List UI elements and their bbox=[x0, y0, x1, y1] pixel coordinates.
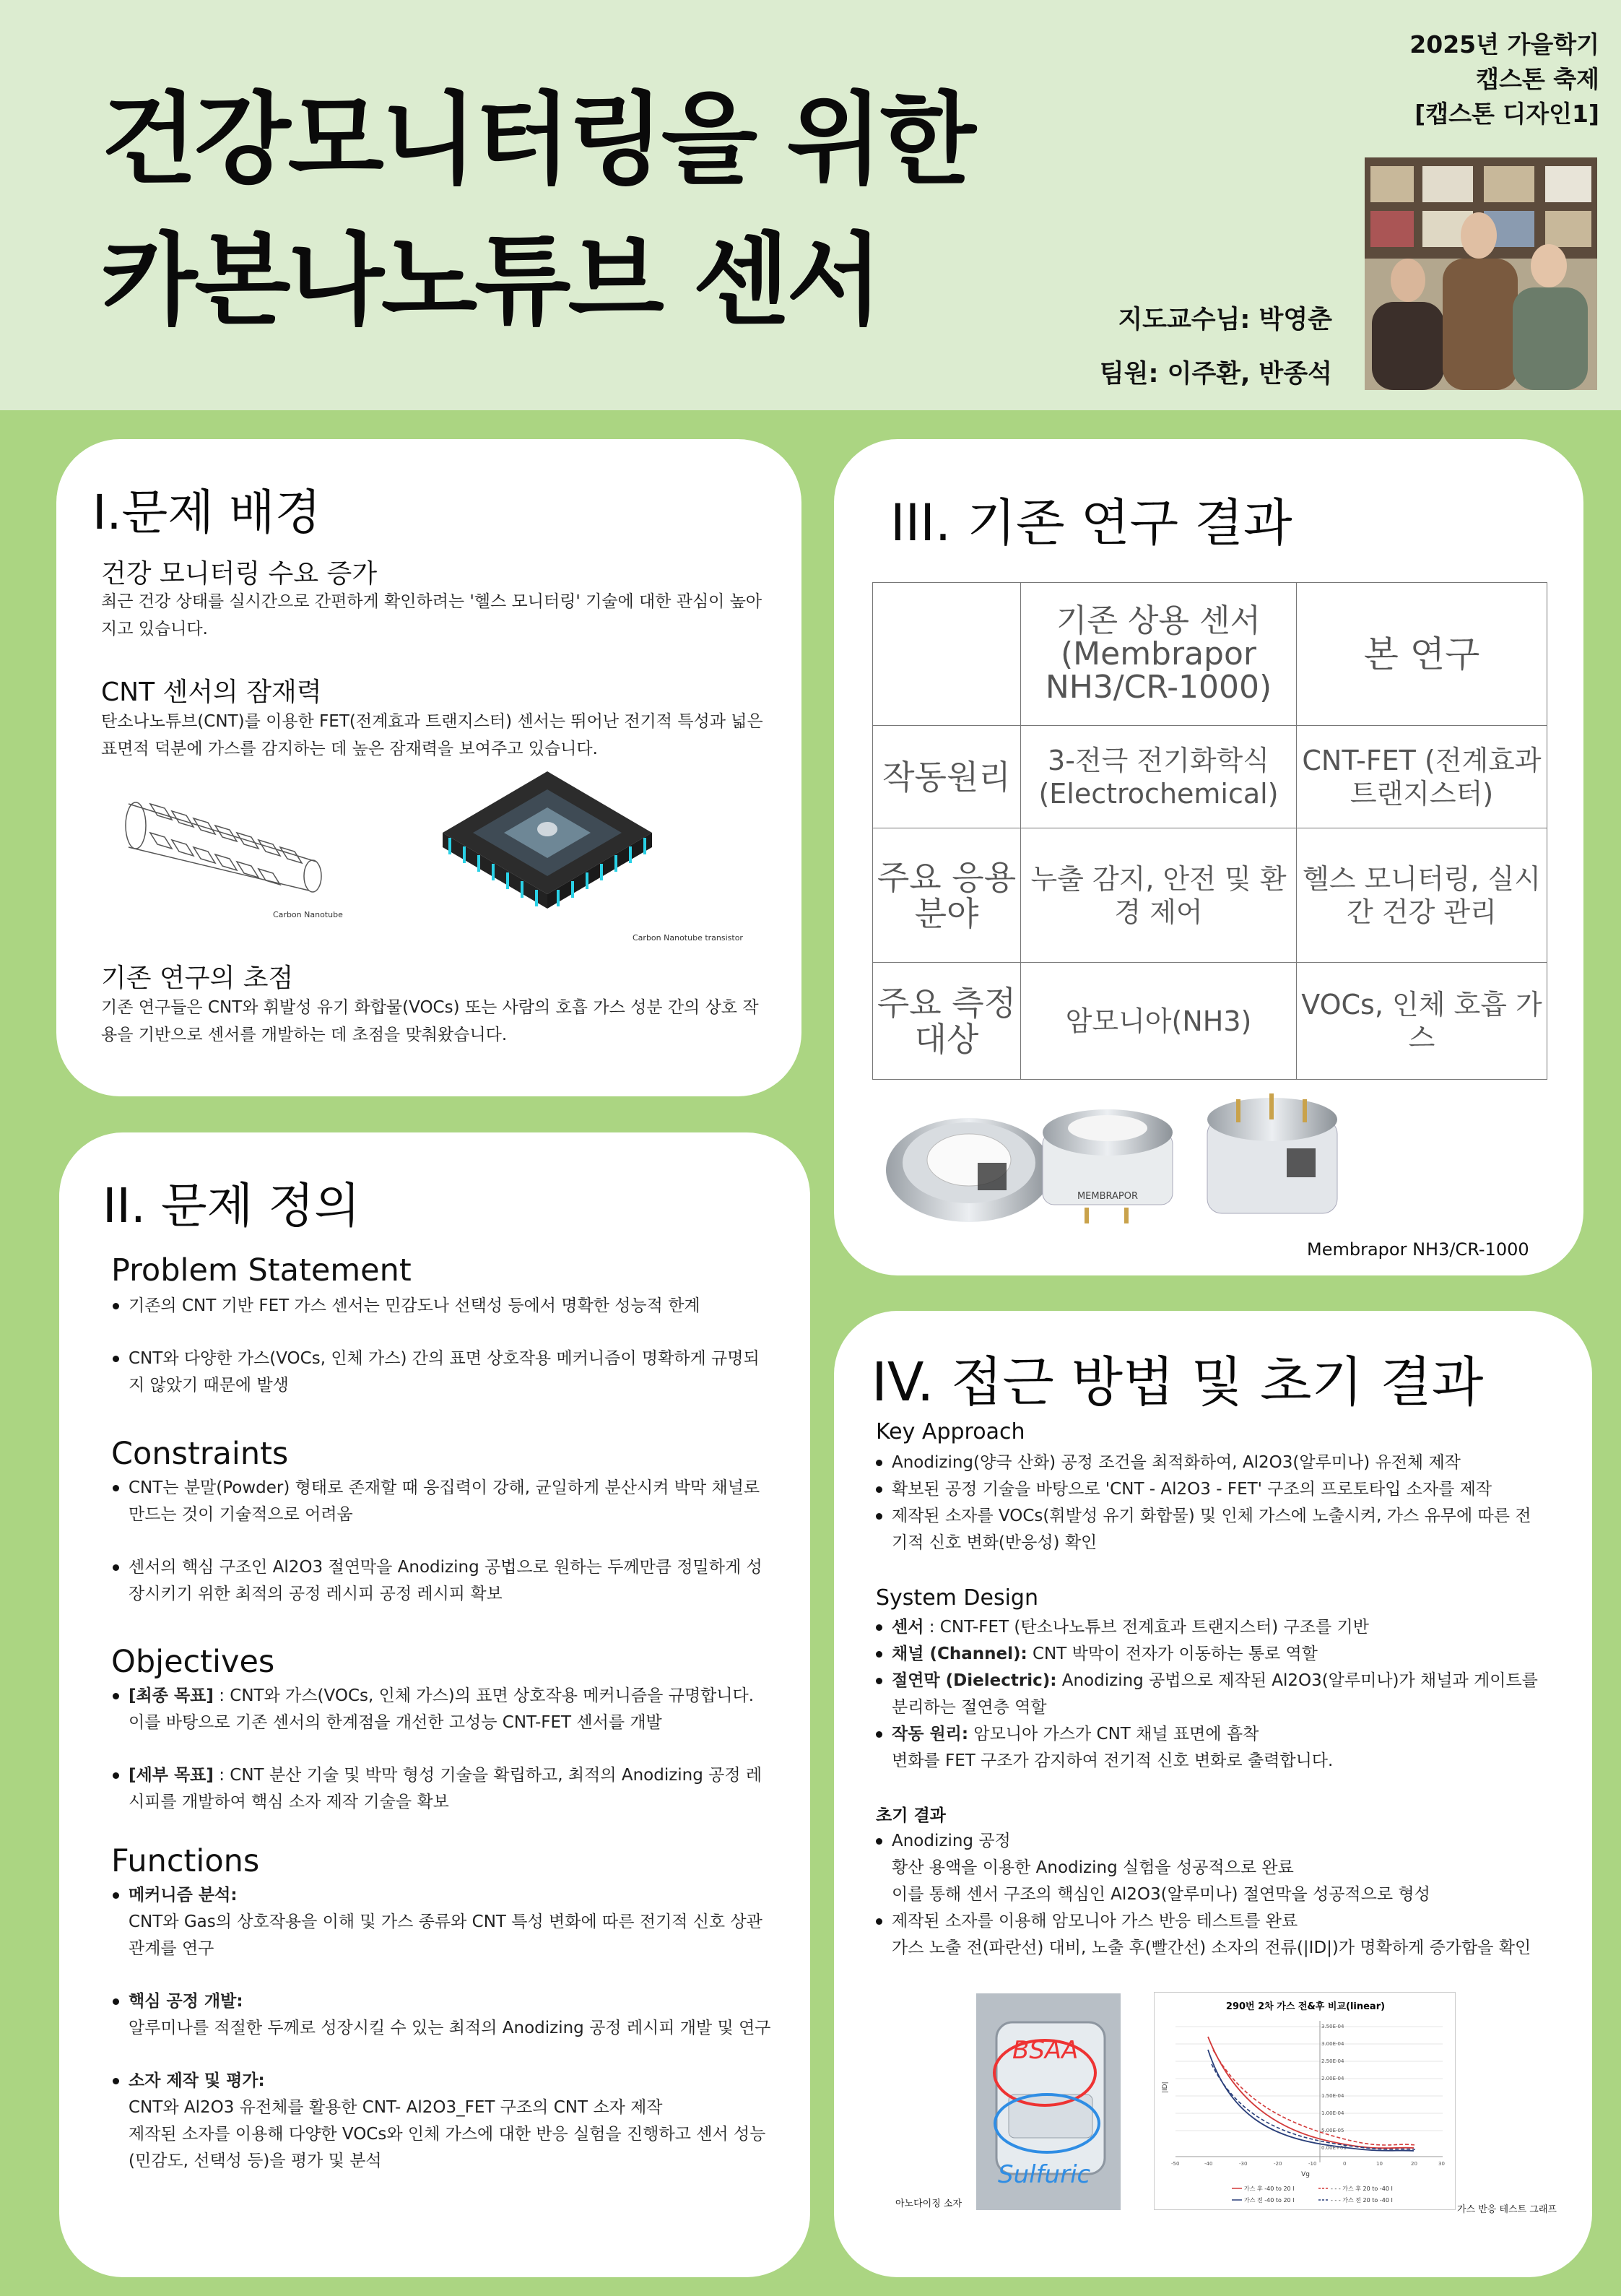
poster-header bbox=[0, 0, 1621, 410]
svg-text:-50: -50 bbox=[1171, 2161, 1180, 2167]
table-cell: VOCs, 인체 호흡 가스 bbox=[1297, 963, 1547, 1080]
design-text: 암모니아 가스가 CNT 채널 표면에 흡착 변화를 FET 구조가 감지하여 전기적 신호 변화로 출력합니다. bbox=[892, 1725, 1334, 1770]
block-heading: CNT 센서의 잠재력 bbox=[101, 677, 322, 707]
function-text: CNT와 Gas의 상호작용을 이해 및 가스 종류와 CNT 특성 변화에 따른 전기적 신호 상관관계를 연구 bbox=[129, 1912, 762, 1958]
svg-text:0.00E+00: 0.00E+00 bbox=[1321, 2145, 1347, 2151]
design-label: 센서 bbox=[892, 1618, 924, 1637]
event-course: [캡스톤 디자인1] bbox=[1414, 100, 1599, 128]
poster-title-line1: 건강모니터링을 위한 bbox=[101, 82, 973, 198]
objective-text: : CNT와 가스(VOCs, 인체 가스)의 표면 상호작용 메커니즘을 규명합니다. 이를 바탕으로 기존 센서의 한계점을 개선한 고성능 CNT-FET 센서를 개발 bbox=[129, 1686, 755, 1732]
team-photo bbox=[1365, 157, 1597, 390]
cnt-transistor-image bbox=[435, 764, 659, 916]
block-text: 기존 연구들은 CNT와 휘발성 유기 화합물(VOCs) 또는 사람의 호흡 가스 성분 간의 상호 작용을 기반으로 센서를 개발하는 데 초점을 맞춰왔습니다. bbox=[101, 998, 759, 1044]
problem-statement-list bbox=[110, 1293, 774, 1399]
list-item bbox=[873, 1721, 1544, 1775]
section-title: I.문제 배경 bbox=[92, 485, 321, 540]
list-item: Anodizing(양극 산화) 공정 조건을 최적화하여, Al2O3(알루미나) 유전체 제작 bbox=[873, 1450, 1544, 1476]
design-text: : CNT-FET (탄소나노튜브 전계효과 트랜지스터) 구조를 기반 bbox=[924, 1618, 1369, 1637]
table-cell: 누출 감지, 안전 및 환경 제어 bbox=[1021, 828, 1297, 963]
list-item bbox=[110, 1683, 774, 1736]
list-item: Anodizing 공정 황산 용액을 이용한 Anodizing 실험을 성공적으로 완료 이를 통해 센서 구조의 핵심인 Al2O3(알루미나) 절연막을 성공적으로 형성 bbox=[873, 1828, 1544, 1908]
column-this-research: 본 연구 bbox=[1297, 583, 1547, 726]
table-row bbox=[873, 963, 1547, 1080]
transistor-caption: Carbon Nanotube transistor bbox=[633, 933, 743, 943]
objective-label: [세부 목표] bbox=[129, 1766, 214, 1785]
list-item: 센서의 핵심 구조인 Al2O3 절연막을 Anodizing 공법으로 원하는 두께만큼 정밀하게 성장시키기 위한 최적의 공정 레시피 공정 레시피 확보 bbox=[110, 1554, 774, 1608]
team-label: 팀원: 이주환, 반종석 bbox=[1099, 360, 1332, 389]
problem-statement-heading: Problem Statement bbox=[111, 1252, 412, 1288]
design-label: 채널 (Channel): bbox=[892, 1645, 1027, 1663]
event-name: 캡스톤 축제 bbox=[1476, 65, 1599, 93]
legend-entry: - - - 가스 후 20 to -40 I bbox=[1331, 2185, 1393, 2192]
graph-ylabel: |ID| bbox=[1162, 2081, 1169, 2093]
gas-response-graph bbox=[1154, 1992, 1456, 2210]
section-title: II. 문제 정의 bbox=[103, 1178, 360, 1234]
design-text: Anodizing 공법으로 제작된 Al2O3(알루미나)가 채널과 게이트를 분리하는 절연층 역할 bbox=[892, 1671, 1538, 1717]
key-approach-list bbox=[873, 1450, 1544, 1556]
list-item: 제작된 소자를 VOCs(휘발성 유기 화합물) 및 인체 가스에 노출시켜, 가스 유무에 따른 전기적 신호 변화(반응성) 확인 bbox=[873, 1503, 1544, 1556]
event-info bbox=[1409, 27, 1599, 131]
svg-text:3.00E-04: 3.00E-04 bbox=[1321, 2041, 1344, 2047]
svg-text:20: 20 bbox=[1411, 2161, 1417, 2167]
block-text: 탄소나노튜브(CNT)를 이용한 FET(전계효과 트랜지스터) 센서는 뛰어난 전기적 특성과 넓은 표면적 덕분에 가스를 감지하는 데 높은 잠재력을 보여주고 있습니다. bbox=[101, 712, 763, 758]
column-commercial-sensor: 기존 상용 센서 (Membrapor NH3/CR-1000) bbox=[1021, 583, 1297, 726]
objective-label: [최종 목표] bbox=[129, 1686, 214, 1705]
list-item: 제작된 소자를 이용해 암모니아 가스 반응 테스트를 완료 가스 노출 전(파란선) 대비, 노출 후(빨간선) 소자의 전류(|ID|)가 명확하게 증가함을 확인 bbox=[873, 1908, 1544, 1962]
graph-caption: 가스 반응 테스트 그래프 bbox=[1457, 2204, 1557, 2215]
system-design-heading: System Design bbox=[876, 1585, 1038, 1611]
table-cell: CNT-FET (전계효과 트랜지스터) bbox=[1297, 726, 1547, 828]
list-item: CNT는 분말(Powder) 형태로 존재할 때 응집력이 강해, 균일하게 분산시켜 박막 채널로 만드는 것이 기술적으로 어려움 bbox=[110, 1475, 774, 1528]
table-row bbox=[873, 726, 1547, 828]
row-header: 작동원리 bbox=[873, 726, 1021, 828]
block-heading: 기존 연구의 초점 bbox=[101, 963, 294, 993]
objectives-heading: Objectives bbox=[111, 1644, 275, 1680]
svg-text:2.50E-04: 2.50E-04 bbox=[1321, 2058, 1344, 2064]
legend-entry: 가스 후 -40 to 20 I bbox=[1244, 2185, 1295, 2192]
membrapor-sensor-image bbox=[882, 1091, 1547, 1231]
design-label: 작동 원리: bbox=[892, 1725, 969, 1743]
objective-text: : CNT 분산 기술 및 박막 형성 기술을 확립하고, 최적의 Anodizing 공정 레시피를 개발하여 핵심 소자 제작 기술을 확보 bbox=[129, 1766, 762, 1811]
graph-title: 290번 2차 가스 전&후 비교(linear) bbox=[1225, 2001, 1386, 2012]
anodized-device-photo bbox=[976, 1993, 1121, 2210]
initial-results-heading: 초기 결과 bbox=[876, 1806, 946, 1825]
design-text: CNT 박막이 전자가 이동하는 통로 역할 bbox=[1027, 1645, 1318, 1663]
block-heading: 건강 모니터링 수요 증가 bbox=[101, 559, 378, 589]
function-label: 메커니즘 분석: bbox=[129, 1886, 238, 1905]
list-item bbox=[873, 1614, 1544, 1641]
legend-entry: - - - 가스 전 20 to -40 I bbox=[1331, 2197, 1393, 2204]
function-label: 소자 제작 및 평가: bbox=[129, 2071, 265, 2090]
table-header-row bbox=[873, 583, 1547, 726]
block-text: 최근 건강 상태를 실시간으로 간편하게 확인하려는 '헬스 모니터링' 기술에 대한 관심이 높아지고 있습니다. bbox=[101, 592, 762, 638]
list-item bbox=[110, 2068, 774, 2175]
svg-text:5.00E-05: 5.00E-05 bbox=[1321, 2128, 1344, 2133]
functions-heading: Functions bbox=[111, 1843, 260, 1879]
list-item bbox=[110, 1988, 774, 2042]
section-problem-background bbox=[56, 439, 801, 1096]
list-item: CNT와 다양한 가스(VOCs, 인체 가스) 간의 표면 상호작용 메커니즘이 명확하게 규명되지 않았기 때문에 발생 bbox=[110, 1346, 774, 1399]
section-title: III. 기존 연구 결과 bbox=[890, 493, 1292, 553]
photo-caption: 아노다이징 소자 bbox=[895, 2198, 962, 2209]
nanotube-caption: Carbon Nanotube bbox=[273, 910, 343, 919]
list-item bbox=[110, 1762, 774, 1816]
constraints-list bbox=[110, 1475, 774, 1608]
sensor-caption: Membrapor NH3/CR-1000 bbox=[1307, 1239, 1529, 1260]
table-cell: 헬스 모니터링, 실시간 건강 관리 bbox=[1297, 828, 1547, 963]
svg-text:-30: -30 bbox=[1239, 2161, 1248, 2167]
svg-text:2.00E-04: 2.00E-04 bbox=[1321, 2076, 1344, 2081]
list-item bbox=[110, 1882, 774, 1962]
svg-text:-40: -40 bbox=[1204, 2161, 1213, 2167]
function-label: 핵심 공정 개발: bbox=[129, 1992, 243, 2011]
initial-results-list bbox=[873, 1828, 1544, 1962]
table-cell: 암모니아(NH3) bbox=[1021, 963, 1297, 1080]
graph-xlabel: Vg bbox=[1301, 2171, 1310, 2178]
section-problem-definition bbox=[59, 1132, 810, 2277]
svg-text:30: 30 bbox=[1438, 2161, 1445, 2167]
objectives-list bbox=[110, 1683, 774, 1816]
legend-entry: 가스 전 -40 to 20 I bbox=[1244, 2197, 1295, 2204]
key-approach-heading: Key Approach bbox=[876, 1419, 1025, 1444]
comparison-table bbox=[872, 582, 1547, 1080]
sensor-brand-label: MEMBRAPOR bbox=[1077, 1191, 1139, 1202]
row-header: 주요 측정 대상 bbox=[873, 963, 1021, 1080]
poster-title-line2: 카본나노튜브 센서 bbox=[101, 222, 880, 339]
table-corner-cell bbox=[873, 583, 1021, 726]
list-item: 확보된 공정 기술을 바탕으로 'CNT - Al2O3 - FET' 구조의 프로토타입 소자를 제작 bbox=[873, 1476, 1544, 1503]
functions-list bbox=[110, 1882, 774, 2175]
row-header: 주요 응용 분야 bbox=[873, 828, 1021, 963]
event-semester: 2025년 가을학기 bbox=[1409, 30, 1599, 59]
svg-text:3.50E-04: 3.50E-04 bbox=[1321, 2024, 1344, 2029]
photo-mark-red: BSAA bbox=[1012, 2036, 1079, 2065]
list-item bbox=[873, 1668, 1544, 1721]
svg-text:0: 0 bbox=[1343, 2161, 1347, 2167]
constraints-heading: Constraints bbox=[111, 1436, 289, 1472]
svg-text:1.50E-04: 1.50E-04 bbox=[1321, 2093, 1344, 2099]
photo-mark-blue: Sulfuric bbox=[998, 2160, 1091, 2189]
carbon-nanotube-image bbox=[121, 775, 345, 898]
section-title: IV. 접근 방법 및 초기 결과 bbox=[872, 1351, 1484, 1413]
svg-text:-10: -10 bbox=[1308, 2161, 1317, 2167]
function-text: CNT와 Al2O3 유전체를 활용한 CNT- Al2O3_FET 구조의 CNT 소자 제작 제작된 소자를 이용해 다양한 VOCs와 인체 가스에 대한 반응 실험을 진행하고 센서 성능(민감도, 선택성 등)을 평가 및 분석 bbox=[129, 2098, 766, 2170]
list-item: 기존의 CNT 기반 FET 가스 센서는 민감도나 선택성 등에서 명확한 성능적 한계 bbox=[110, 1293, 774, 1320]
design-label: 절연막 (Dielectric): bbox=[892, 1671, 1057, 1690]
svg-text:-20: -20 bbox=[1274, 2161, 1282, 2167]
svg-text:1.00E-04: 1.00E-04 bbox=[1321, 2110, 1344, 2116]
advisor-label: 지도교수님: 박영춘 bbox=[1118, 306, 1332, 334]
table-cell: 3-전극 전기화학식 (Electrochemical) bbox=[1021, 726, 1297, 828]
table-row bbox=[873, 828, 1547, 963]
function-text: 알루미나를 적절한 두께로 성장시킬 수 있는 최적의 Anodizing 공정 레시피 개발 및 연구 bbox=[129, 2019, 771, 2037]
svg-text:10: 10 bbox=[1376, 2161, 1383, 2167]
system-design-list bbox=[873, 1614, 1544, 1775]
list-item bbox=[873, 1641, 1544, 1668]
